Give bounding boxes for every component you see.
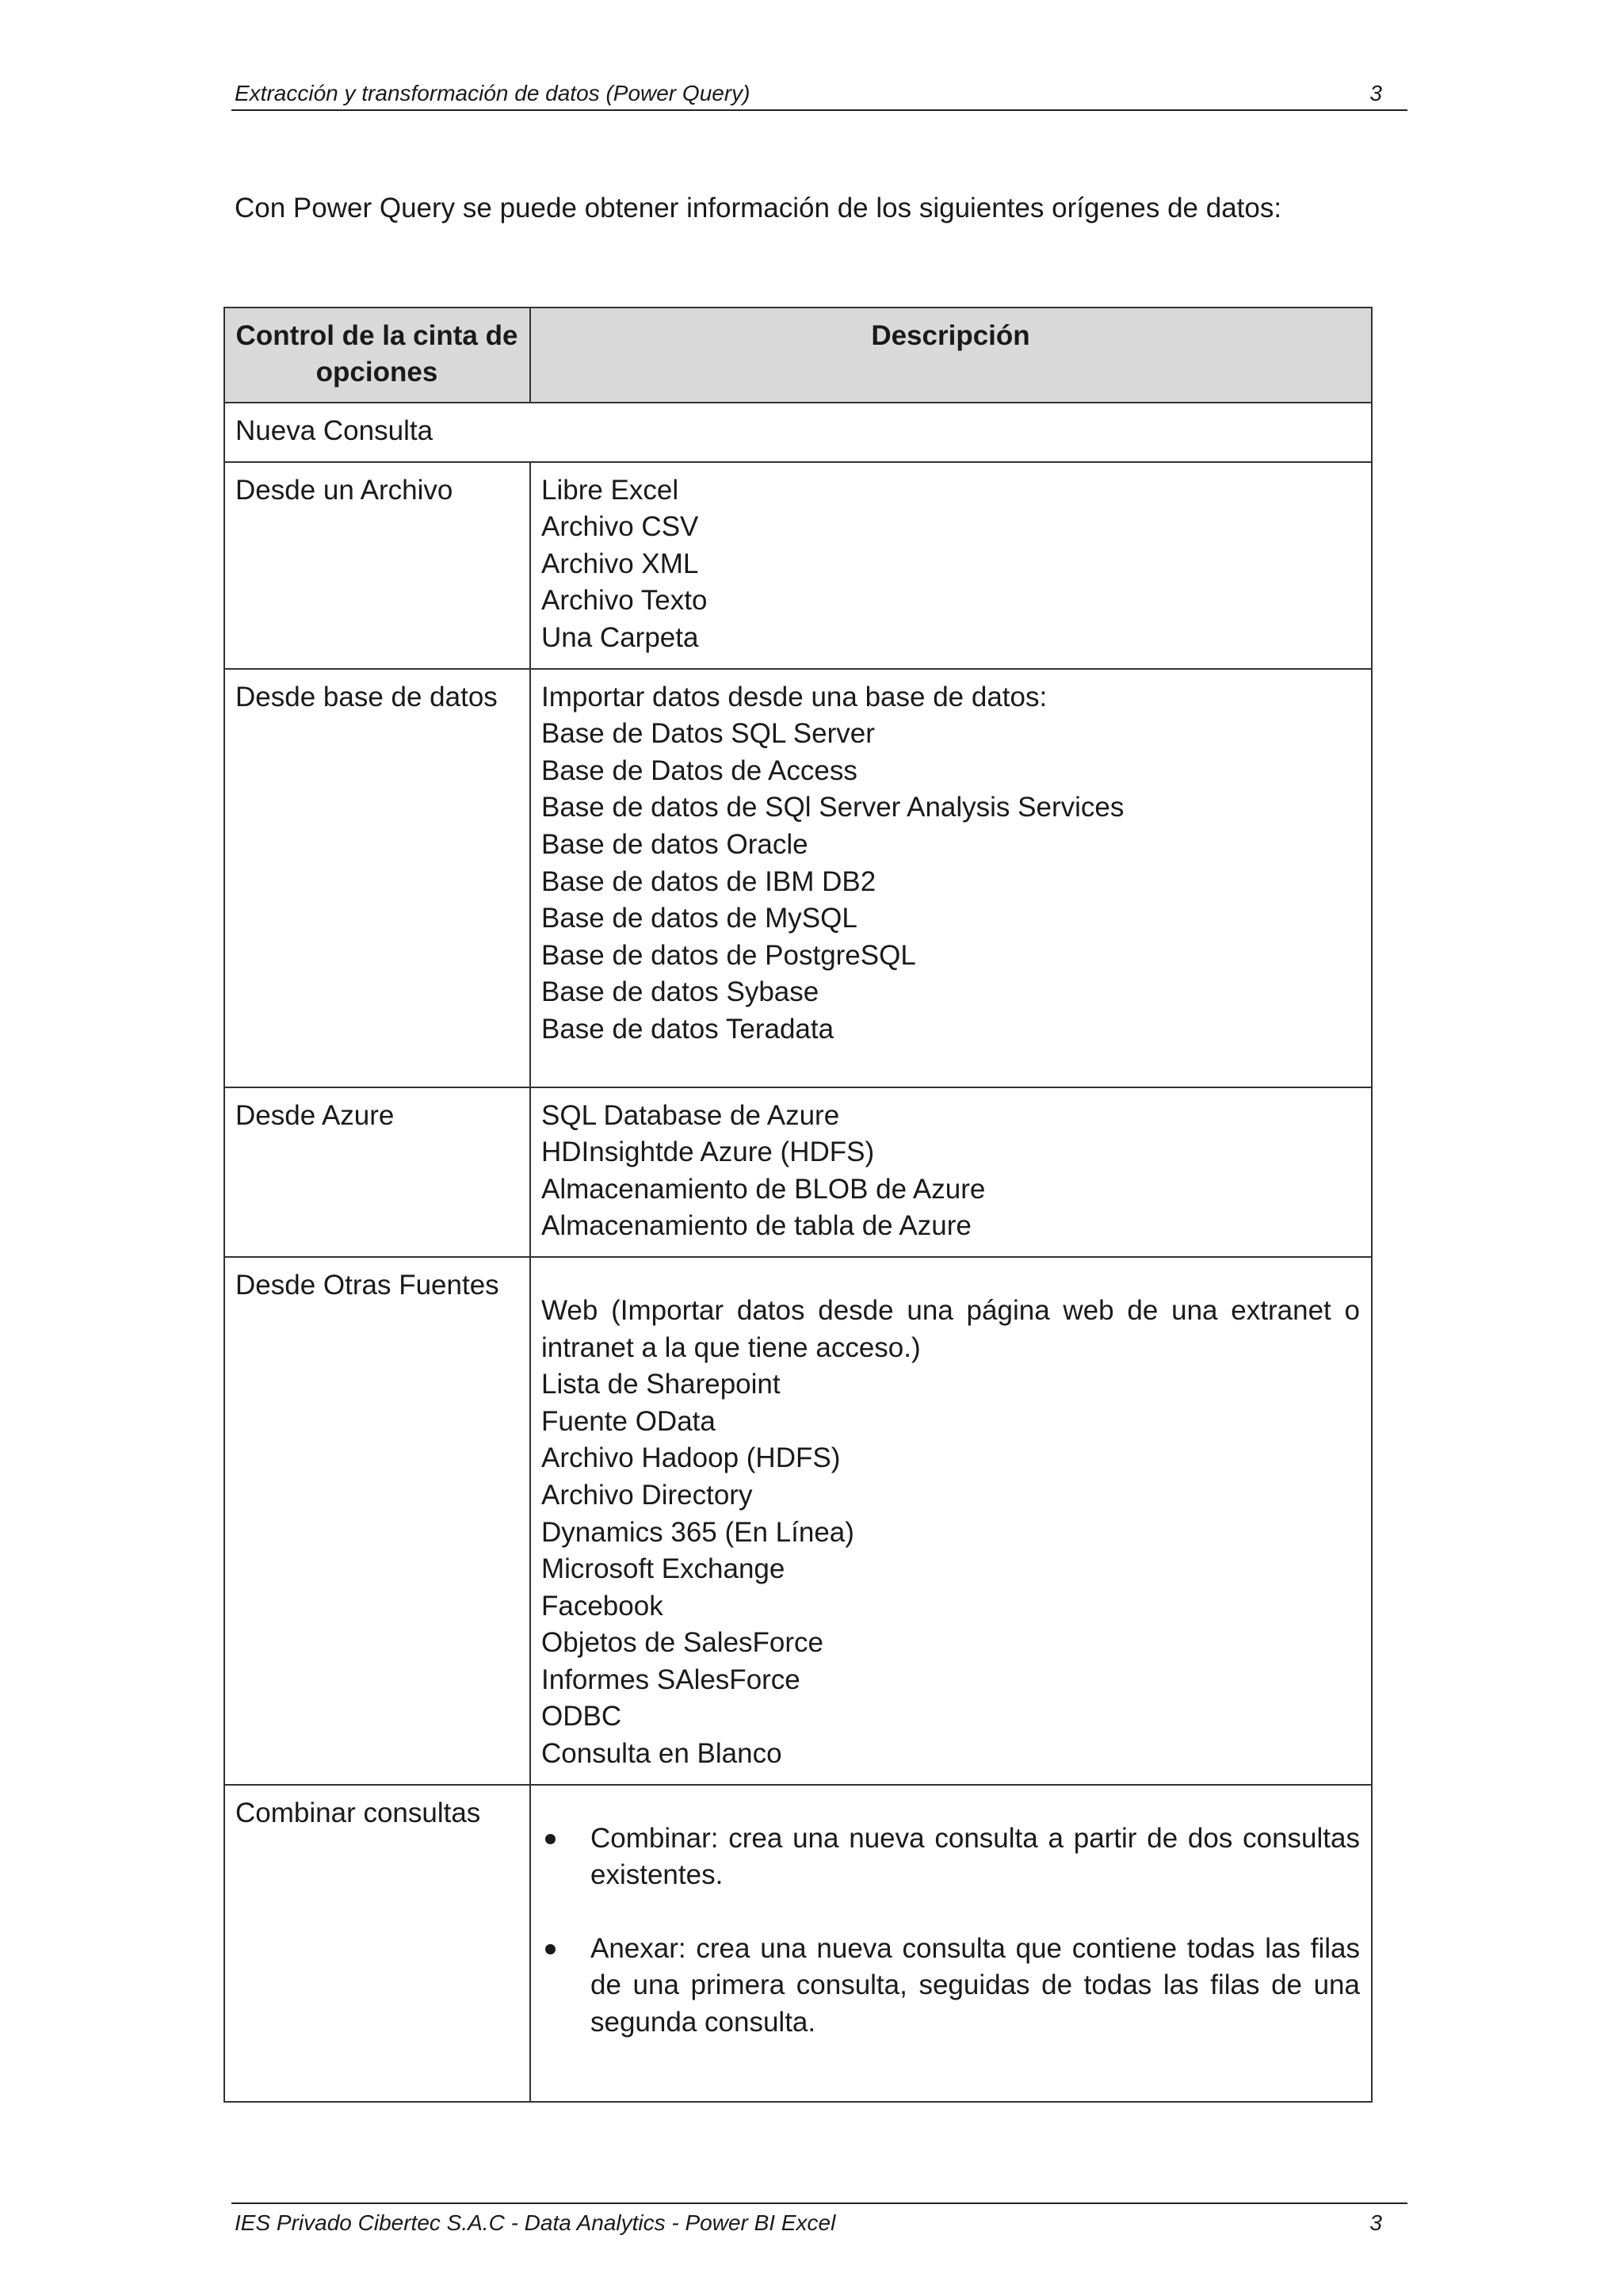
table-row bbox=[224, 1257, 1372, 1785]
list-item: Base de datos Sybase bbox=[541, 976, 819, 1008]
section-label-nueva-consulta: Nueva Consulta bbox=[224, 403, 1372, 462]
row-label: Desde base de datos bbox=[224, 669, 530, 1087]
list-item: Base de datos Oracle bbox=[541, 828, 808, 860]
table-row bbox=[224, 669, 1372, 1087]
footer-text: IES Privado Cibertec S.A.C - Data Analytics - Power BI Excel bbox=[235, 2210, 836, 2235]
list-item: SQL Database de Azure bbox=[541, 1099, 840, 1131]
row-description bbox=[530, 1257, 1372, 1785]
list-item bbox=[541, 1820, 1360, 1894]
footer-page-number: 3 bbox=[1369, 2210, 1382, 2235]
page-header bbox=[231, 78, 1407, 111]
list-item: Archivo Hadoop (HDFS) bbox=[541, 1442, 841, 1474]
bullet-list bbox=[541, 1820, 1360, 2042]
row-description bbox=[530, 462, 1372, 669]
row-label: Desde Azure bbox=[224, 1087, 530, 1257]
list-item: Base de Datos SQL Server bbox=[541, 718, 875, 750]
table-row bbox=[224, 1087, 1372, 1257]
list-item: Dynamics 365 (En Línea) bbox=[541, 1516, 854, 1548]
bullet-text: Combinar: crea una nueva consulta a partir de dos consultas existentes. bbox=[590, 1822, 1360, 1891]
intro-paragraph: Con Power Query se puede obtener información de los siguientes orígenes de datos: bbox=[235, 193, 1282, 223]
list-item: Base de datos Teradata bbox=[541, 1013, 834, 1045]
bullet-icon bbox=[545, 1834, 556, 1844]
table-row bbox=[224, 462, 1372, 669]
column-header-control: Control de la cinta de opciones bbox=[224, 308, 530, 403]
list-item: Base de Datos de Access bbox=[541, 755, 857, 786]
row-description bbox=[530, 1785, 1372, 2102]
list-item: Archivo XML bbox=[541, 548, 699, 579]
column-header-description: Descripción bbox=[530, 308, 1372, 403]
table-row bbox=[224, 1785, 1372, 2102]
list-item: Facebook bbox=[541, 1590, 663, 1622]
list-item: Libre Excel bbox=[541, 474, 679, 506]
list-item: Lista de Sharepoint bbox=[541, 1369, 781, 1400]
list-item: Microsoft Exchange bbox=[541, 1553, 785, 1585]
list-item: Web (Importar datos desde una página web de una extranet o intranet a la que tiene acceso.) bbox=[541, 1294, 1360, 1363]
list-item: Archivo Texto bbox=[541, 585, 708, 617]
page-footer bbox=[231, 2202, 1407, 2239]
bullet-icon bbox=[545, 1944, 556, 1954]
bullet-text: Anexar: crea una nueva consulta que contiene todas las filas de una primera consulta, seguidas de todas las filas de una segunda consulta. bbox=[590, 1932, 1360, 2038]
list-item: ODBC bbox=[541, 1701, 622, 1733]
list-item: Informes SAlesForce bbox=[541, 1664, 800, 1695]
list-item: Importar datos desde una base de datos: bbox=[541, 681, 1048, 712]
row-description bbox=[530, 1087, 1372, 1257]
list-item bbox=[541, 1931, 1360, 2042]
list-item: Base de datos de MySQL bbox=[541, 903, 857, 934]
list-item: HDInsightde Azure (HDFS) bbox=[541, 1137, 875, 1168]
list-item: Archivo Directory bbox=[541, 1479, 753, 1511]
table-section-row bbox=[224, 403, 1372, 462]
list-item: Una Carpeta bbox=[541, 621, 699, 653]
list-item: Objetos de SalesForce bbox=[541, 1627, 824, 1659]
data-sources-table bbox=[223, 307, 1373, 2103]
header-page-number: 3 bbox=[1369, 81, 1382, 105]
table-header-row bbox=[224, 308, 1372, 403]
list-item: Base de datos de PostgreSQL bbox=[541, 939, 916, 971]
list-item: Archivo CSV bbox=[541, 511, 699, 543]
row-label: Desde un Archivo bbox=[224, 462, 530, 669]
list-item: Consulta en Blanco bbox=[541, 1738, 782, 1770]
list-item: Almacenamiento de BLOB de Azure bbox=[541, 1173, 986, 1205]
row-label: Combinar consultas bbox=[224, 1785, 530, 2102]
row-label: Desde Otras Fuentes bbox=[224, 1257, 530, 1785]
list-item: Almacenamiento de tabla de Azure bbox=[541, 1210, 972, 1242]
list-item: Base de datos de IBM DB2 bbox=[541, 865, 876, 897]
list-item: Base de datos de SQl Server Analysis Services bbox=[541, 792, 1125, 823]
list-item: Fuente OData bbox=[541, 1405, 716, 1437]
row-description bbox=[530, 669, 1372, 1087]
header-title: Extracción y transformación de datos (Power Query) bbox=[235, 81, 750, 105]
